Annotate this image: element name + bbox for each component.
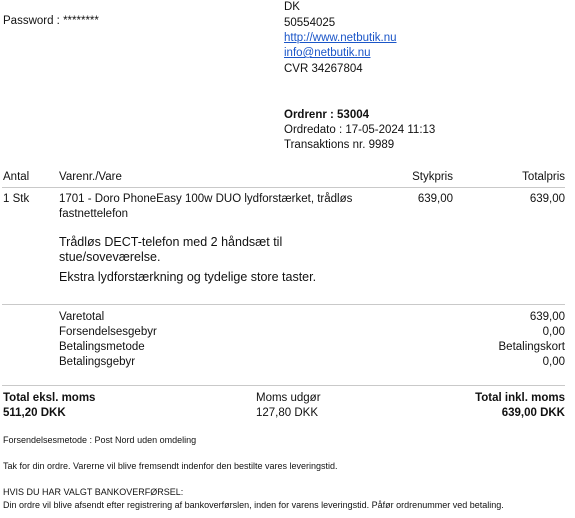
order-date: Ordredato : 17-05-2024 11:13 xyxy=(284,124,436,136)
shop-country: DK xyxy=(284,1,300,13)
summary-value-payment-fee: 0,00 xyxy=(542,356,565,368)
total-incl-value: 639,00 DKK xyxy=(501,407,565,419)
col-header-total-price: Totalpris xyxy=(522,171,565,183)
order-number: Ordrenr : 53004 xyxy=(284,109,370,121)
transaction-number: Transaktions nr. 9989 xyxy=(284,139,395,151)
summary-divider xyxy=(2,385,565,386)
row-qty: 1 Stk xyxy=(3,193,30,205)
header-divider xyxy=(2,187,565,188)
shipping-method-note: Forsendelsesmetode : Post Nord uden omdeling xyxy=(3,435,197,445)
col-header-qty: Antal xyxy=(3,171,30,183)
row-divider xyxy=(2,304,565,305)
col-header-item: Varenr./Vare xyxy=(59,171,122,183)
row-description-line: Trådløs DECT-telefon med 2 håndsæt til xyxy=(59,235,283,249)
vat-label: Moms udgør xyxy=(256,392,321,404)
row-unit-price: 639,00 xyxy=(417,193,453,205)
summary-label-shipping: Forsendelsesgebyr xyxy=(59,326,157,338)
row-total-price: 639,00 xyxy=(529,193,565,205)
bank-transfer-text: Din ordre vil blive afsendt efter registrering af bankoverførslen, inden for varens leveringstid. Påfør ordrenummer ved betaling. xyxy=(3,500,504,510)
row-item-name: 1701 - Doro PhoneEasy 100w DUO lydforstærket, trådløs xyxy=(59,193,353,205)
summary-value-shipping: 0,00 xyxy=(542,326,565,338)
vat-value: 127,80 DKK xyxy=(256,407,319,419)
row-item-name-cont: fastnettelefon xyxy=(59,208,129,220)
total-excl-value: 511,20 DKK xyxy=(3,407,66,419)
summary-value-payment-method: Betalingskort xyxy=(498,341,565,353)
shop-website-link[interactable]: http://www.netbutik.nu xyxy=(284,32,397,44)
thanks-note: Tak for din ordre. Varerne vil blive fremsendt indenfor den bestilte vares leveringstid. xyxy=(3,461,338,471)
bank-transfer-heading: HVIS DU HAR VALGT BANKOVERFØRSEL: xyxy=(3,487,184,497)
summary-label-subtotal: Varetotal xyxy=(59,311,105,323)
shop-cvr: CVR 34267804 xyxy=(284,63,363,75)
row-description-line: Ekstra lydforstærkning og tydelige store taster. xyxy=(59,270,317,284)
total-incl-label: Total inkl. moms xyxy=(475,392,565,404)
total-excl-label: Total eksl. moms xyxy=(3,392,96,404)
summary-label-payment-method: Betalingsmetode xyxy=(59,341,145,353)
row-description-line: stue/soveværelse. xyxy=(59,250,161,264)
password-line: Password : ******** xyxy=(3,15,99,27)
summary-label-payment-fee: Betalingsgebyr xyxy=(59,356,136,368)
shop-phone: 50554025 xyxy=(284,17,336,29)
summary-value-subtotal: 639,00 xyxy=(529,311,565,323)
shop-email-link[interactable]: info@netbutik.nu xyxy=(284,47,371,59)
col-header-unit-price: Stykpris xyxy=(412,171,453,183)
